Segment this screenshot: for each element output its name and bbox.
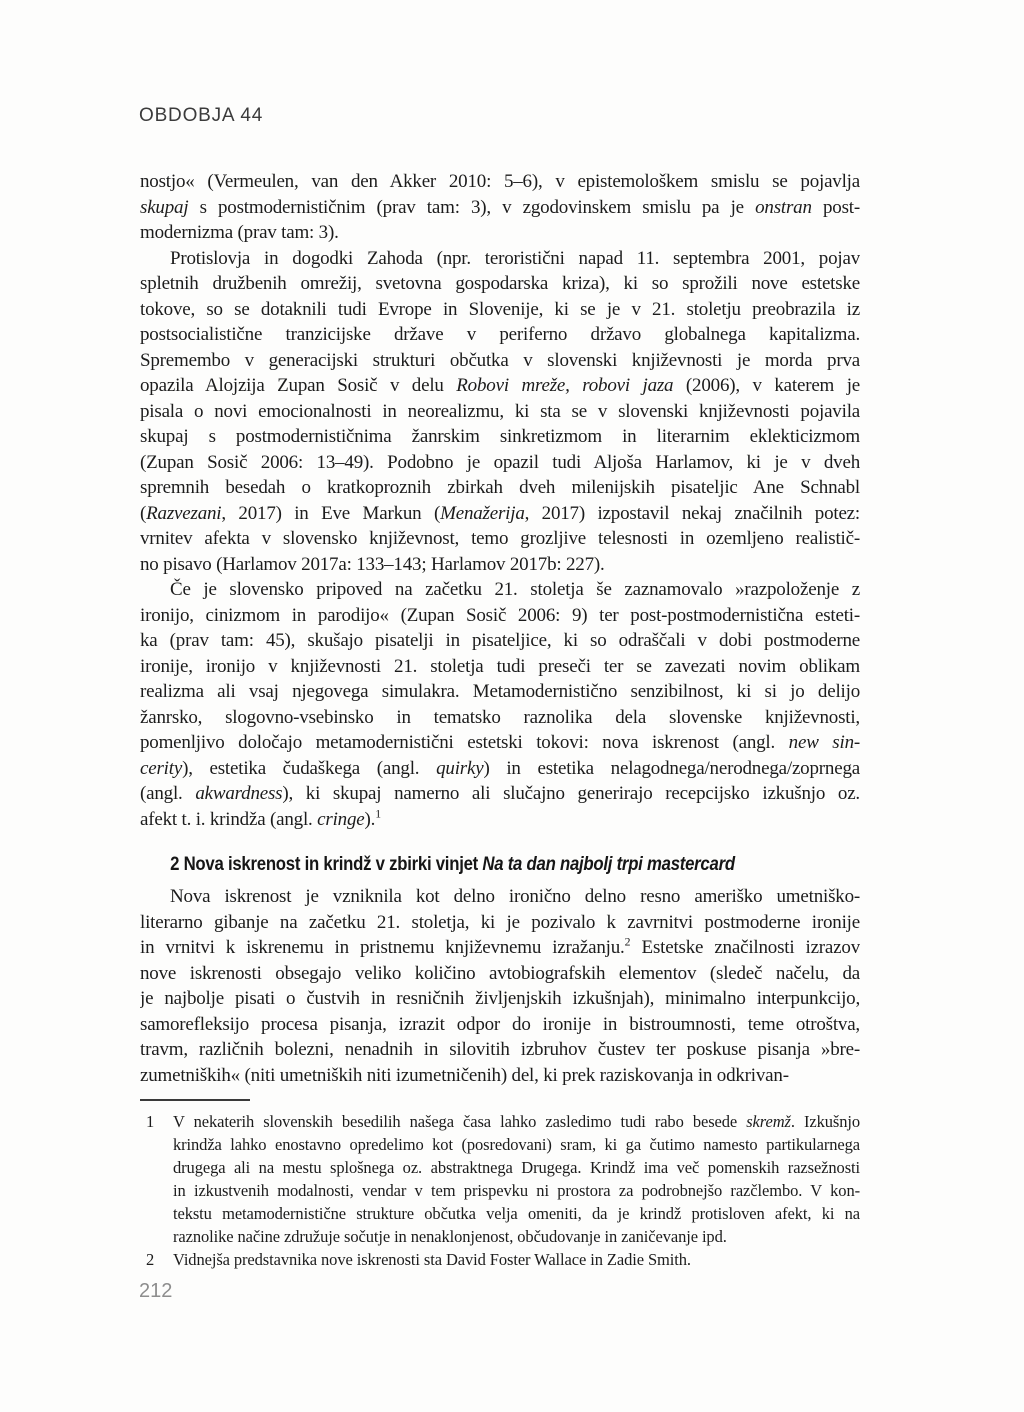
section-heading [140, 852, 860, 879]
text-line: modernizma (prav tam: 3). [140, 222, 339, 243]
text-line: pomenljivo določajo metamodernistični estetski tokovi: nova iskrenost (angl. new sin- [140, 732, 860, 753]
text-line: in izkustvenih modalnosti, vendar v tem prispevku ni prostora za podrobnejšo razčlembo. V kon- [173, 1181, 860, 1200]
footnote-text [173, 1110, 860, 1248]
text-line: (angl. akwardness), ki skupaj namerno ali slučajno generirajo recepcijsko izkušnjo oz. [140, 783, 860, 804]
footnotes [140, 1110, 860, 1271]
text-line: postsocialistične tranzicijske države v periferno državo globalnega kapitalizma. [140, 324, 860, 345]
text-line: cerity), estetika čudaškega (angl. quirky) in estetika nelagodnega/nerodnega/zoprnega [140, 757, 860, 779]
paragraph [140, 246, 860, 578]
text-line: krindža lahko enostavno opredelimo kot (posredovani) sram, ki ga čutimo namesto partikularnega [173, 1135, 860, 1154]
text-line: nostjo« (Vermeulen, van den Akker 2010: 5–6), v epistemološkem smislu se pojavlja [140, 171, 860, 192]
body-text [140, 169, 860, 1088]
text-line: žanrsko, slogovno-vsebinsko in tematsko raznolika dela slovenske književnosti, [140, 706, 860, 728]
text-line: afekt t. i. krindža (angl. cringe).$^1$ [140, 807, 382, 830]
text-line: no pisavo (Harlamov 2017a: 133–143; Harlamov 2017b: 227). [140, 553, 605, 575]
text-line: ironije, ironijo v književnosti 21. stoletja tudi preseči ter se zavezati novim oblikam [140, 655, 860, 677]
text-line: in vrnitvi k iskrenemu in pristnemu književnemu izražanju.$^2$ Estetske značilnosti izrazov [140, 935, 860, 958]
text-line: (Zupan Sosič 2006: 13–49). Podobno je opazil tudi Aljoša Harlamov, ki je v dveh [140, 451, 860, 473]
running-header: OBDOBJA 44 [139, 105, 264, 126]
footnote [140, 1110, 860, 1248]
text-line: Spremembo v generacijski strukturi občutka v slovenski književnosti je morda prva [140, 349, 860, 371]
text-line: drugega ali na mestu splošnega oz. abstraktnega Drugega. Krindž ima več pomenskih razsežnosti [173, 1158, 860, 1177]
text-line: Nova iskrenost je vzniknila kot delno ironično delno resno ameriško umetniško- [170, 886, 860, 907]
paragraph [140, 169, 860, 246]
paragraph [140, 884, 860, 1088]
text-line: Če je slovensko pripoved na začetku 21. stoletja še zaznamovalo »razpoloženje z [170, 579, 860, 600]
text-line: samorefleksijo procesa pisanja, izrazit odpor do ironije in bistroumnosti, teme otroštva, [140, 1013, 860, 1035]
text-line: travm, različnih bolezni, nenadnih in silovitih izbruhov čustev ter poskuse pisanja »bre- [140, 1039, 860, 1060]
text-line: pisala o novi emocionalnosti in neorealizmu, ki sta se v slovenski književnosti pojavila [140, 400, 860, 422]
text-line: spletnih družbenih omrežij, svetovna gospodarska kriza), ki so sprožili nove estetske [140, 273, 860, 294]
text-line: spremnih besedah o kratkoproznih zbirkah dveh milenijskih pisateljic Ane Schnabl [140, 477, 860, 498]
text-line: tokove, so se dotaknili tudi Evrope in Slovenije, ki se je v 21. stoletju preobrazila iz [140, 298, 860, 320]
text-line: je najbolje pisati o čustvih in resničnih življenjskih izkušnjah), minimalno interpunkcijo, [140, 988, 860, 1009]
text-line: ironijo, cinizmom in parodijo« (Zupan Sosič 2006: 9) ter post-postmodernistična esteti- [140, 604, 860, 626]
text-line: ka (prav tam: 45), skušajo pisatelji in pisateljice, ki so odraščali v dobi postmoderne [140, 630, 860, 651]
text-line: nove iskrenosti obsegajo veliko količino avtobiografskih elementov (sledeč načelu, da [140, 962, 860, 984]
text-line: Vidnejša predstavnika nove iskrenosti sta David Foster Wallace in Zadie Smith. [173, 1250, 691, 1269]
text-line: zumetniških« (niti umetniških niti izumetničenih) del, ki prek raziskovanja in odkrivan- [140, 1064, 789, 1086]
text-line: V nekaterih slovenskih besedilih našega časa lahko zasledimo tudi rabo besede skremž. Izkušnjo [173, 1112, 860, 1131]
footnote-number: 1 [146, 1112, 155, 1131]
text-line: realizma ali vsaj njegovega simulakra. Metamodernistično senzibilnost, ki si jo delijo [140, 681, 860, 702]
text-line: vrnitev afekta v slovensko književnost, temo grozljive telesnosti in ozemljeno realistič- [140, 528, 860, 549]
footnote-separator [140, 1099, 250, 1101]
footnote [140, 1248, 860, 1271]
footnote-number: 2 [146, 1250, 155, 1269]
text-line: skupaj s postmodernističnim (prav tam: 3), v zgodovinskem smislu pa je onstran post- [140, 196, 860, 218]
paragraph [140, 577, 860, 832]
text-line: raznolike načine združuje sočutje in nenaklonjenost, občudovanje in zaničevanje ipd. [173, 1227, 727, 1246]
text-line: skupaj s postmodernističnima žanrskim sinkretizmom in literarnim eklekticizmom [140, 426, 860, 447]
text-line: literarno gibanje na začetku 21. stoletja, ki je pozivalo k zavrnitvi postmoderne ironije [140, 911, 860, 933]
footnote-text [173, 1248, 860, 1271]
text-line: (Razvezani, 2017) in Eve Markun (Menažerija, 2017) izpostavil nekaj značilnih potez: [140, 502, 860, 524]
text-line: Protislovja in dogodki Zahoda (npr. teroristični napad 11. septembra 2001, pojav [170, 247, 860, 269]
text-line: opazila Alojzija Zupan Sosič v delu Robovi mreže, robovi jaza (2006), v katerem je [140, 375, 860, 396]
page-number: 212 [139, 1280, 173, 1302]
text-line: 2 Nova iskrenost in krindž v zbirki vinjet Na ta dan najbolj trpi mastercard [170, 853, 735, 875]
text-line: tekstu metamodernistične strukture občutka velja omeniti, da je krindž protisloven afekt, ki na [173, 1204, 860, 1223]
